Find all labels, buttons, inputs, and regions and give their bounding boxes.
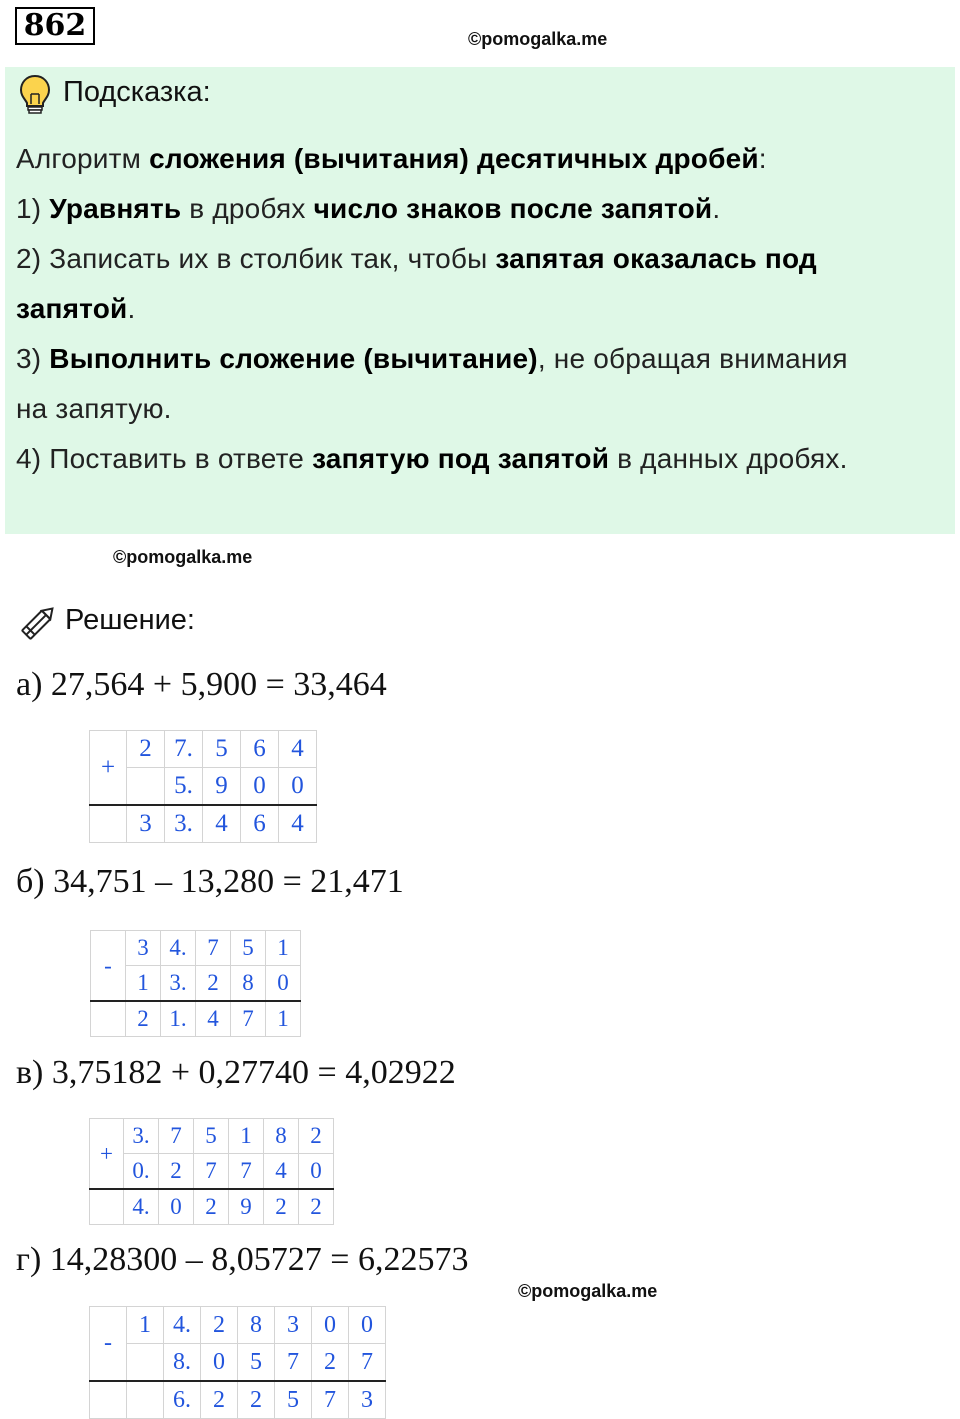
digit-cell: 0 [159, 1189, 194, 1225]
digit-cell: 1 [126, 966, 161, 1002]
digit-cell: 9 [229, 1189, 264, 1225]
digit-cell: 7 [196, 931, 231, 966]
digit-cell: 7. [165, 731, 203, 768]
digit-cell: 2 [299, 1189, 334, 1225]
digit-cell: 4 [279, 805, 317, 843]
digit-cell: 2 [201, 1307, 238, 1344]
digit-cell: 6 [241, 805, 279, 843]
digit-cell: 6. [164, 1381, 201, 1419]
column-calculation [90, 930, 301, 1037]
column-calculation [89, 1118, 334, 1225]
hint-line [16, 243, 817, 275]
digit-cell: 0 [241, 768, 279, 806]
result-row [90, 805, 317, 843]
digit-cell: 4. [124, 1189, 159, 1225]
digit-cell: 3. [161, 966, 196, 1002]
hint-bold-text: Уравнять [49, 193, 182, 224]
digit-cell: 4. [164, 1307, 201, 1344]
watermark-bottom: ©pomogalka.me [518, 1281, 658, 1301]
operand-row [90, 1307, 386, 1344]
empty-cell [90, 1381, 127, 1419]
digit-cell: 0 [349, 1307, 386, 1344]
hint-text-segment: на запятую. [16, 393, 172, 424]
digit-cell: 7 [231, 1001, 266, 1037]
digit-cell: 4 [264, 1154, 299, 1190]
empty-cell [90, 805, 127, 843]
task-number: 862 [15, 7, 95, 45]
digit-cell: 2 [194, 1189, 229, 1225]
digit-cell: 5 [238, 1344, 275, 1382]
digit-cell: 7 [275, 1344, 312, 1382]
pencil-icon [18, 601, 60, 643]
operator-sign: - [90, 1307, 127, 1382]
hint-text-segment: , не обращая внимания [537, 343, 848, 374]
digit-cell: 0 [312, 1307, 349, 1344]
digit-cell: 8 [264, 1119, 299, 1154]
digit-cell: 1 [229, 1119, 264, 1154]
digit-cell: 0 [299, 1154, 334, 1190]
digit-cell: 4 [279, 731, 317, 768]
digit-cell: 2 [126, 1001, 161, 1037]
operand-row [90, 1119, 334, 1154]
digit-cell [127, 1381, 164, 1419]
hint-bold-text: запятая оказалась под [495, 243, 817, 274]
digit-cell: 7 [229, 1154, 264, 1190]
hint-text-segment: . [127, 293, 136, 324]
digit-cell: 7 [194, 1154, 229, 1190]
digit-cell: 7 [312, 1381, 349, 1419]
digit-cell: 2 [238, 1381, 275, 1419]
digit-cell: 3 [126, 931, 161, 966]
operand-row [90, 731, 317, 768]
empty-cell [90, 1189, 124, 1225]
hint-title: Подсказка: [63, 76, 211, 108]
equation: в) 3,75182 + 0,27740 = 4,02922 [16, 1054, 456, 1091]
operand-row [90, 1154, 334, 1190]
digit-cell: 8 [238, 1307, 275, 1344]
operator-sign: + [90, 731, 127, 806]
watermark-middle: ©pomogalka.me [113, 547, 253, 567]
digit-cell: 3. [124, 1119, 159, 1154]
digit-cell: 3. [165, 805, 203, 843]
operand-row [91, 931, 301, 966]
digit-cell [127, 768, 165, 806]
result-row [90, 1189, 334, 1225]
operand-row [90, 1344, 386, 1382]
digit-cell: 5 [231, 931, 266, 966]
result-row [90, 1381, 386, 1419]
digit-cell: 2 [201, 1381, 238, 1419]
hint-line [16, 293, 135, 325]
hint-text-segment: : [758, 143, 767, 174]
digit-cell: 9 [203, 768, 241, 806]
hint-line [16, 143, 767, 175]
digit-cell: 7 [159, 1119, 194, 1154]
hint-text-segment: 1) [16, 193, 50, 224]
hint-text-segment: 2) Записать их в столбик так, чтобы [16, 243, 496, 274]
digit-cell: 1 [127, 1307, 164, 1344]
empty-cell [91, 1001, 126, 1037]
digit-cell: 0 [266, 966, 301, 1002]
equation: г) 14,28300 – 8,05727 = 6,22573 [16, 1241, 469, 1278]
digit-cell: 4 [196, 1001, 231, 1037]
result-row [91, 1001, 301, 1037]
digit-cell: 5 [203, 731, 241, 768]
hint-text-segment: 4) Поставить в ответе [16, 443, 313, 474]
hint-text-segment: в дробях [181, 193, 314, 224]
lightbulb-icon [18, 74, 52, 116]
digit-cell: 1. [161, 1001, 196, 1037]
digit-cell: 3 [349, 1381, 386, 1419]
hint-bold-text: запятую под запятой [312, 443, 610, 474]
digit-cell: 8 [231, 966, 266, 1002]
digit-cell: 0. [124, 1154, 159, 1190]
digit-cell [127, 1344, 164, 1382]
digit-cell: 2 [159, 1154, 194, 1190]
digit-cell: 4 [203, 805, 241, 843]
operator-sign: + [90, 1119, 124, 1190]
digit-cell: 7 [349, 1344, 386, 1382]
hint-bold-text: число знаков после запятой [313, 193, 713, 224]
hint-line [16, 193, 720, 225]
digit-cell: 2 [299, 1119, 334, 1154]
digit-cell: 3 [275, 1307, 312, 1344]
hint-bold-text: Выполнить сложение (вычитание) [49, 343, 538, 374]
digit-cell: 0 [201, 1344, 238, 1382]
digit-cell: 8. [164, 1344, 201, 1382]
digit-cell: 6 [241, 731, 279, 768]
hint-line [16, 443, 848, 475]
digit-cell: 5 [275, 1381, 312, 1419]
hint-text-segment: в данных дробях. [609, 443, 848, 474]
digit-cell: 0 [279, 768, 317, 806]
operator-sign: - [91, 931, 126, 1002]
digit-cell: 2 [196, 966, 231, 1002]
digit-cell: 2 [127, 731, 165, 768]
digit-cell: 5 [194, 1119, 229, 1154]
hint-bold-text: запятой [16, 293, 128, 324]
hint-text-segment: Алгоритм [16, 143, 150, 174]
digit-cell: 1 [266, 931, 301, 966]
hint-line [16, 393, 172, 425]
hint-text-segment: . [712, 193, 721, 224]
digit-cell: 4. [161, 931, 196, 966]
digit-cell: 5. [165, 768, 203, 806]
column-calculation [89, 1306, 386, 1419]
solution-title: Решение: [65, 604, 195, 636]
digit-cell: 2 [264, 1189, 299, 1225]
digit-cell: 2 [312, 1344, 349, 1382]
digit-cell: 3 [127, 805, 165, 843]
watermark-top: ©pomogalka.me [468, 29, 608, 49]
equation: а) 27,564 + 5,900 = 33,464 [16, 666, 387, 703]
hint-line [16, 343, 848, 375]
column-calculation [89, 730, 317, 843]
equation: б) 34,751 – 13,280 = 21,471 [16, 863, 404, 900]
hint-bold-text: сложения (вычитания) десятичных дробей [149, 143, 759, 174]
digit-cell: 1 [266, 1001, 301, 1037]
hint-text-segment: 3) [16, 343, 50, 374]
